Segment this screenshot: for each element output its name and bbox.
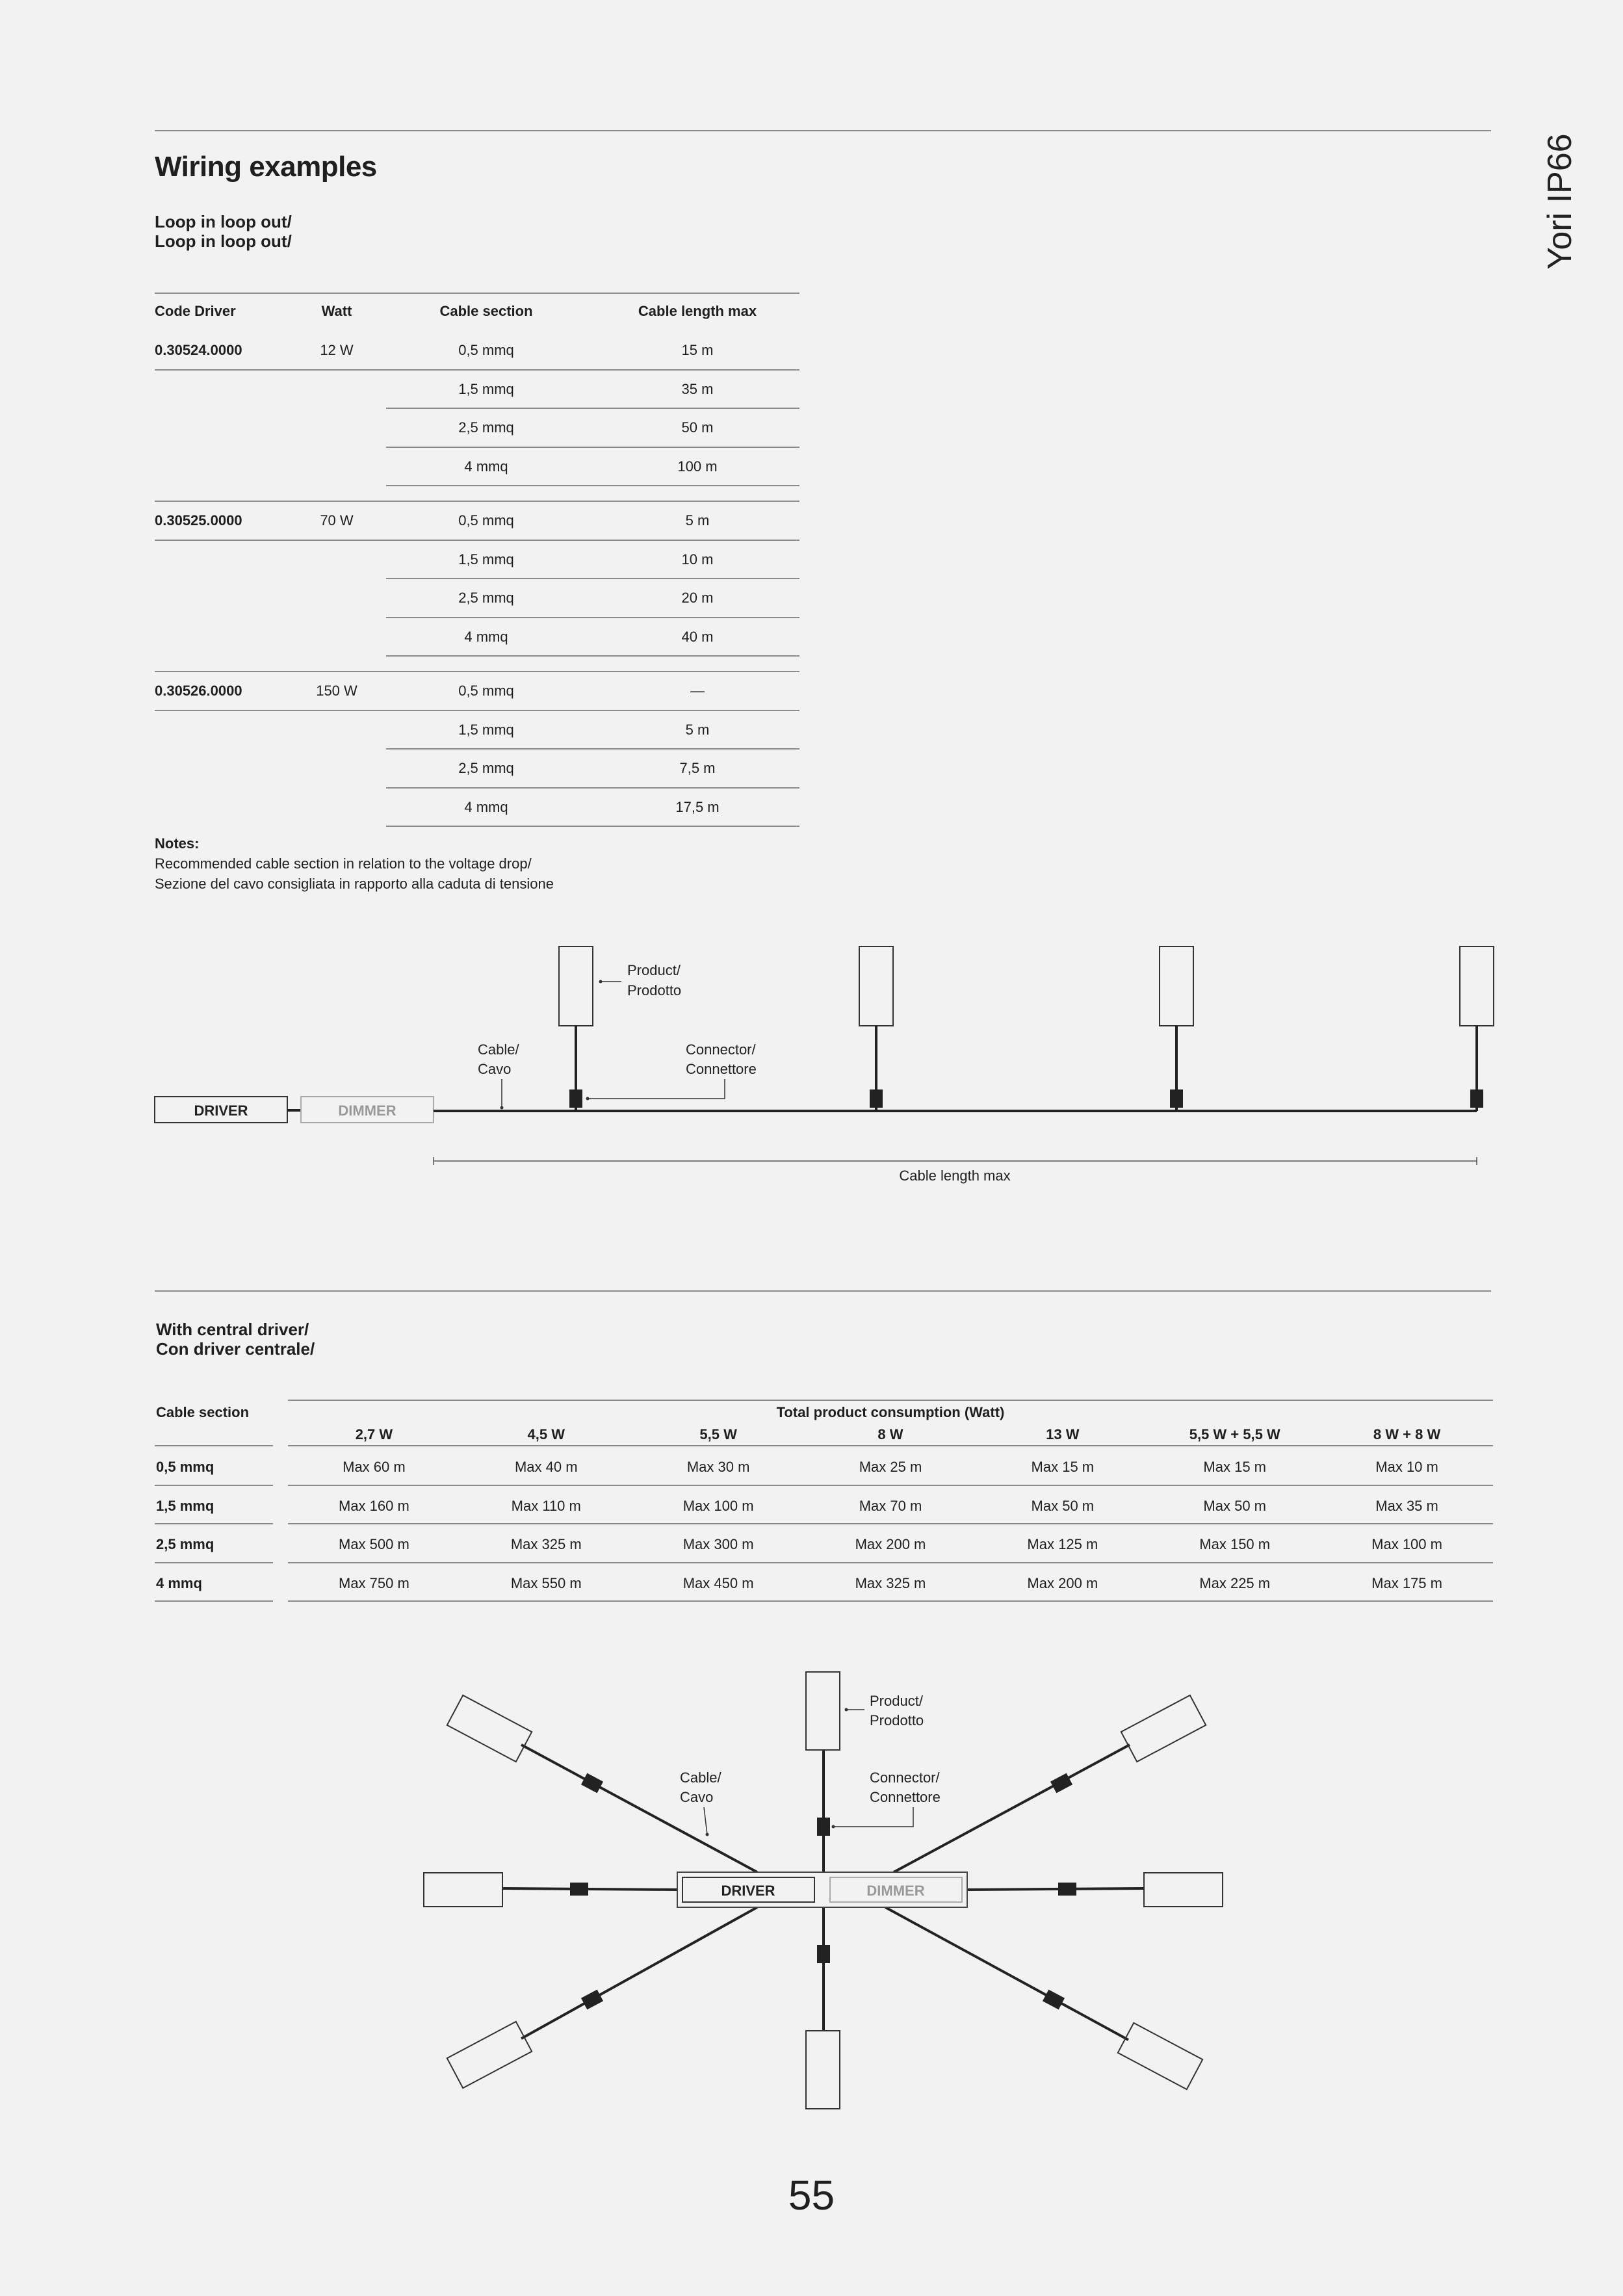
cable-callout: Cable/ Cavo xyxy=(478,1041,519,1077)
max-length-cell: Max 225 m xyxy=(1199,1574,1271,1591)
max-length-cell: Max 15 m xyxy=(1203,1459,1266,1475)
central-wiring-diagram xyxy=(0,1651,1623,2119)
max-length-cell: Max 175 m xyxy=(1371,1574,1442,1591)
consumption-column-header: 2,7 W xyxy=(355,1426,393,1442)
cable-length-cell: 35 m xyxy=(681,380,714,397)
max-length-cell: Max 325 m xyxy=(510,1536,582,1552)
max-length-cell: Max 450 m xyxy=(682,1574,754,1591)
driver-label-2: DRIVER xyxy=(721,1883,775,1899)
max-length-cell: Max 70 m xyxy=(859,1497,922,1514)
product-4 xyxy=(1460,946,1494,1111)
notes: Notes: Recommended cable section in relation to the voltage drop/ Sezione del cavo consigliata in rapporto alla caduta di tensione xyxy=(155,835,554,892)
cable-section-cell: 0,5 mmq xyxy=(458,512,514,528)
connector-1 xyxy=(569,1089,582,1108)
cable-section-row-label: 0,5 mmq xyxy=(156,1459,214,1475)
cable-length-cell: 15 m xyxy=(681,342,714,358)
cable-length-cell: 100 m xyxy=(677,458,718,475)
cable-section-cell: 4 mmq xyxy=(464,628,508,645)
cable-section-row-label: 2,5 mmq xyxy=(156,1536,214,1552)
max-length-cell: Max 50 m xyxy=(1031,1497,1095,1514)
cable-section-cell: 1,5 mmq xyxy=(458,721,514,738)
cable-section-cell: 4 mmq xyxy=(464,458,508,475)
max-length-cell: Max 10 m xyxy=(1375,1459,1438,1475)
driver-label: DRIVER xyxy=(194,1102,248,1119)
product-callout: Product/ Prodotto xyxy=(627,962,682,998)
product-se xyxy=(1118,2023,1202,2089)
driver-watt: 12 W xyxy=(320,342,354,358)
driver-code: 0.30524.0000 xyxy=(155,342,242,358)
max-length-cell: Max 550 m xyxy=(510,1574,582,1591)
max-length-cell: Max 200 m xyxy=(1027,1574,1098,1591)
dimmer-label-2: DIMMER xyxy=(866,1883,925,1899)
max-length-cell: Max 325 m xyxy=(855,1574,926,1591)
consumption-column-header: 5,5 W + 5,5 W xyxy=(1189,1426,1280,1442)
max-length-cell: Max 500 m xyxy=(339,1536,409,1552)
product-w xyxy=(424,1873,502,1907)
connector-callout: Connector/ Connettore xyxy=(686,1041,757,1077)
central-subtitle: With central driver/ Con driver centrale/ xyxy=(156,1320,315,1359)
page-number: 55 xyxy=(788,2172,835,2219)
product-callout-2: Product/ Prodotto xyxy=(870,1693,924,1729)
max-length-cell: Max 15 m xyxy=(1031,1459,1095,1475)
consumption-column-header: 8 W + 8 W xyxy=(1373,1426,1441,1442)
th-watt: Watt xyxy=(321,303,352,319)
loop-subtitle: Loop in loop out/ Loop in loop out/ xyxy=(155,212,292,251)
driver-watt: 70 W xyxy=(320,512,354,528)
max-length-cell: Max 100 m xyxy=(1371,1536,1442,1552)
page-title: Wiring examples xyxy=(155,151,377,183)
cable-length-cell: 50 m xyxy=(681,419,714,436)
cable-length-cell: 40 m xyxy=(681,628,714,645)
connector-4 xyxy=(1470,1089,1483,1108)
product-s xyxy=(806,2031,840,2109)
connector-2 xyxy=(870,1089,883,1108)
dimmer-label: DIMMER xyxy=(338,1102,396,1119)
th-cable-section: Cable section xyxy=(439,303,533,319)
product-1 xyxy=(559,946,593,1111)
max-length-cell: Max 50 m xyxy=(1203,1497,1266,1514)
connector-callout-2: Connector/ Connettore xyxy=(870,1769,941,1805)
top-rule xyxy=(155,130,1491,131)
max-length-cell: Max 35 m xyxy=(1375,1497,1438,1514)
cable-length-label: Cable length max xyxy=(899,1168,1011,1184)
max-length-cell: Max 100 m xyxy=(682,1497,754,1514)
cable-section-cell: 2,5 mmq xyxy=(458,419,514,436)
cable-section-cell: 0,5 mmq xyxy=(458,342,514,358)
consumption-column-header: 5,5 W xyxy=(699,1426,737,1442)
max-length-cell: Max 125 m xyxy=(1027,1536,1098,1552)
max-length-cell: Max 750 m xyxy=(339,1574,409,1591)
cable-section-cell: 4 mmq xyxy=(464,798,508,815)
cable-section-cell: 2,5 mmq xyxy=(458,590,514,606)
driver-code: 0.30526.0000 xyxy=(155,683,242,699)
cable-section-cell: 1,5 mmq xyxy=(458,551,514,567)
cable-section-cell: 1,5 mmq xyxy=(458,380,514,397)
th-cable-section-2: Cable section xyxy=(156,1404,250,1420)
product-ne xyxy=(1121,1695,1206,1762)
max-length-cell: Max 30 m xyxy=(686,1459,750,1475)
max-length-cell: Max 60 m xyxy=(343,1459,406,1475)
th-code-driver: Code Driver xyxy=(155,303,236,319)
cable-section-cell: 2,5 mmq xyxy=(458,760,514,776)
driver-code: 0.30525.0000 xyxy=(155,512,242,528)
loop-wiring-diagram xyxy=(0,923,1623,1196)
product-3 xyxy=(1160,946,1193,1111)
section-rule xyxy=(155,1290,1491,1292)
consumption-column-header: 13 W xyxy=(1046,1426,1080,1442)
product-e xyxy=(1144,1873,1223,1907)
cable-length-cell: 10 m xyxy=(681,551,714,567)
max-length-cell: Max 40 m xyxy=(514,1459,578,1475)
driver-watt: 150 W xyxy=(316,683,357,699)
cable-length-cell: 17,5 m xyxy=(675,798,720,815)
cable-section-cell: 0,5 mmq xyxy=(458,683,514,699)
consumption-column-header: 4,5 W xyxy=(527,1426,565,1442)
max-length-cell: Max 25 m xyxy=(859,1459,922,1475)
th-cable-length: Cable length max xyxy=(638,303,757,319)
max-length-cell: Max 200 m xyxy=(855,1536,926,1552)
cable-length-cell: 20 m xyxy=(681,590,714,606)
cable-section-row-label: 4 mmq xyxy=(156,1574,202,1591)
consumption-column-header: 8 W xyxy=(877,1426,903,1442)
cable-callout-2: Cable/ Cavo xyxy=(680,1769,721,1805)
connector-3 xyxy=(1170,1089,1183,1108)
cable-section-row-label: 1,5 mmq xyxy=(156,1497,214,1514)
product-nw xyxy=(447,1695,532,1762)
product-n xyxy=(806,1672,840,1750)
max-length-cell: Max 150 m xyxy=(1199,1536,1271,1552)
side-title: Yori IP66 xyxy=(1541,133,1579,270)
cable-length-cell: — xyxy=(690,683,705,699)
product-2 xyxy=(859,946,893,1111)
max-length-cell: Max 300 m xyxy=(682,1536,754,1552)
product-sw xyxy=(447,2022,532,2088)
cable-length-cell: 5 m xyxy=(685,721,710,738)
max-length-cell: Max 160 m xyxy=(339,1497,409,1514)
cable-length-cell: 7,5 m xyxy=(679,760,716,776)
cable-length-cell: 5 m xyxy=(685,512,710,528)
th-total-consumption: Total product consumption (Watt) xyxy=(776,1404,1005,1420)
max-length-cell: Max 110 m xyxy=(511,1497,581,1514)
